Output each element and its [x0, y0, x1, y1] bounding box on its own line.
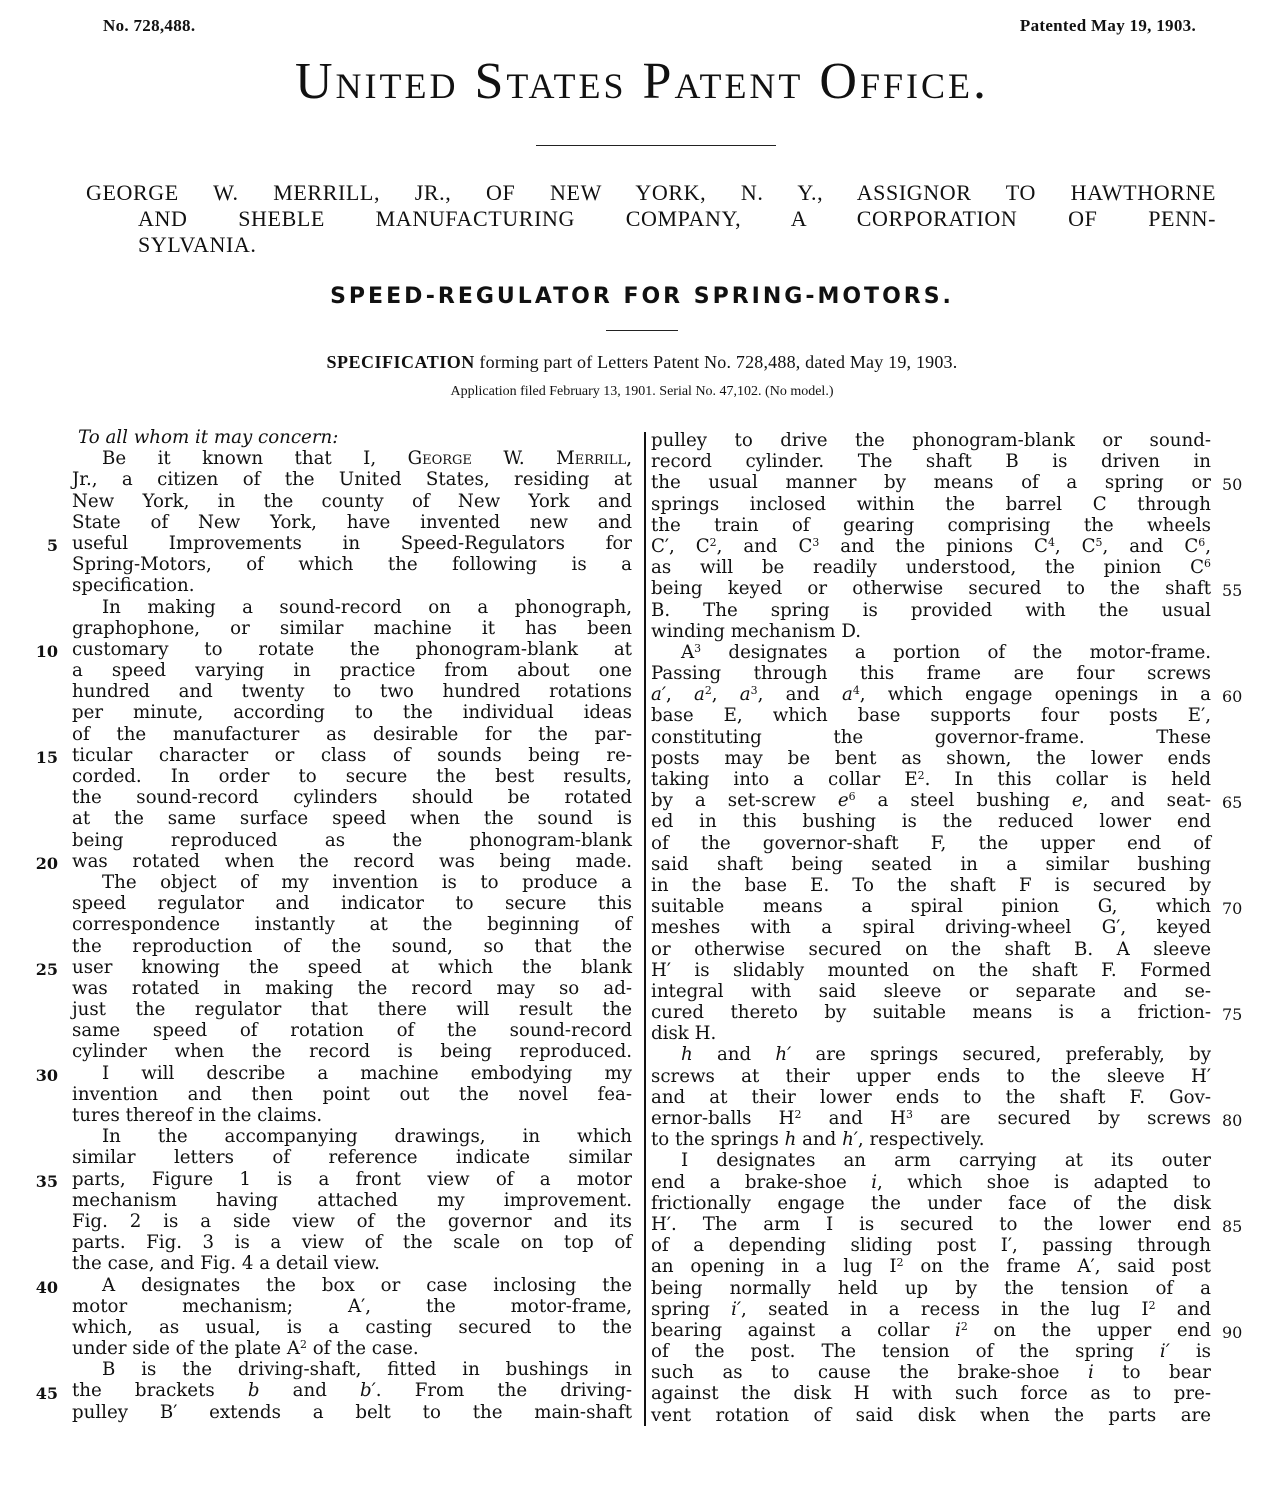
text-line: graphophone, or similar machine it has been: [72, 617, 632, 639]
text-line: said shaft being seated in a similar bushing: [651, 853, 1211, 875]
text-line: cylinder when the record is being reproduced.: [72, 1041, 632, 1063]
text-line: springs inclosed within the barrel C through: [651, 493, 1211, 515]
text-line: spring i′, seated in a recess in the lug $I^2$ and: [651, 1298, 1211, 1320]
superscript: 2: [709, 535, 717, 549]
text-line: being keyed or otherwise secured to the shaft: [651, 578, 1211, 600]
salutation: To all whom it may concern:: [78, 427, 339, 448]
reference-letter: e: [837, 790, 849, 812]
reference-letter: i: [871, 1171, 878, 1193]
text-line: per minute, according to the individual ideas: [72, 702, 632, 724]
text-line: just the regulator that there will result the: [72, 999, 632, 1021]
application-line: Application filed February 13, 1901. Serial No. 47,102. (No model.): [450, 384, 834, 399]
text-line: suitable means a spiral pinion G, which: [651, 896, 1211, 918]
specification-label: SPECIFICATION: [326, 352, 475, 372]
text-line: tures thereof in the claims.: [72, 1105, 323, 1126]
text-line: same speed of rotation of the sound-record: [72, 1020, 632, 1042]
reference-letter: b: [247, 1380, 260, 1402]
text-line: B is the driving-shaft, fitted in bushings in: [102, 1359, 632, 1381]
line-number: 55: [1222, 581, 1243, 601]
text-line: as will be readily understood, the pinion $C^6$: [651, 557, 1211, 579]
line-number: 20: [35, 854, 58, 873]
text-line: and at their lower ends to the shaft F. Gov-: [651, 1086, 1211, 1108]
text-line: New York, in the county of New York and: [72, 490, 632, 512]
inventor-assignor-block: [86, 180, 1216, 258]
text-line: h and h′ are springs secured, preferably, by: [681, 1044, 1211, 1066]
text-line: correspondence instantly at the beginning of: [72, 914, 632, 936]
superscript: 2: [299, 1338, 307, 1352]
line-number: 45: [35, 1384, 58, 1403]
line-number: 70: [1222, 899, 1243, 919]
line-number: 35: [35, 1172, 58, 1191]
text-line: The object of my invention is to produce a: [102, 871, 632, 893]
text-line: hundred and twenty to two hundred rotations: [72, 681, 632, 703]
text-line: of a depending sliding post I′, passing through: [651, 1235, 1211, 1257]
reference-letter: h: [681, 1044, 693, 1066]
line-number: 80: [1222, 1111, 1243, 1131]
reference-letter: i′: [1159, 1341, 1170, 1363]
text-line: of the post. The tension of the spring i′ is: [651, 1341, 1211, 1363]
left-column: [72, 427, 632, 1423]
text-line: specification.: [72, 575, 195, 597]
text-line: parts, Figure 1 is a front view of a motor: [72, 1168, 632, 1190]
text-line: A designates the box or case inclosing the: [102, 1274, 632, 1296]
reference-letter: a: [739, 684, 751, 706]
text-line: Be it known that I, George W. Merrill,: [102, 448, 632, 470]
line-number: 60: [1222, 687, 1243, 707]
superscript: 3: [750, 684, 758, 698]
superscript: 2: [794, 1108, 802, 1121]
text-line: H′ is slidably mounted on the shaft F. Formed: [651, 959, 1211, 981]
text-line: taking into a collar $E^2$. In this collar is held: [651, 769, 1212, 790]
text-line: ed in this bushing is the reduced lower end: [651, 811, 1211, 833]
text-line: such as to cause the brake-shoe i to bear: [651, 1362, 1211, 1384]
text-line: the reproduction of the sound, so that the: [72, 935, 632, 957]
text-line: useful Improvements in Speed-Regulators for: [72, 532, 632, 554]
text-line: ernor-balls $H^2$ and $H^3$ are secured by screws: [651, 1108, 1211, 1129]
line-number: 15: [35, 748, 58, 767]
text-line: cured thereto by suitable means is a friction-: [651, 1002, 1211, 1024]
line-number: 25: [35, 960, 58, 979]
text-line: meshes with a spiral driving-wheel G′, keyed: [651, 917, 1211, 939]
text-line: against the disk H with such force as to pre-: [651, 1383, 1211, 1405]
text-line: the brackets b and b′. From the driving-: [72, 1380, 633, 1402]
text-line: winding mechanism D.: [651, 620, 862, 642]
text-line: disk H.: [651, 1023, 717, 1045]
text-line: in the base E. To the shaft F is secured by: [651, 874, 1211, 896]
text-line: was rotated in making the record may so ad-: [72, 977, 632, 999]
text-line: integral with said sleeve or separate and se-: [651, 980, 1211, 1002]
reference-letter: b′: [360, 1380, 376, 1402]
line-number: 40: [35, 1278, 58, 1297]
text-line: of the manufacturer as desirable for the par-: [72, 723, 632, 745]
text-line: under side of the plate $A^2$ of the case.: [72, 1338, 419, 1360]
line-number: 30: [35, 1066, 58, 1085]
text-line: I will describe a machine embodying my: [102, 1062, 632, 1084]
right-column: [651, 430, 1211, 1426]
superscript: 3: [905, 1108, 913, 1121]
text-line: the train of gearing comprising the wheels: [651, 514, 1211, 536]
specification-text: forming part of Letters Patent No. 728,488, dated May 19, 1903.: [474, 352, 958, 372]
text-line: ticular character or class of sounds being re-: [72, 744, 632, 766]
text-line: or otherwise secured on the shaft B. A sleeve: [651, 938, 1211, 960]
text-line: In the accompanying drawings, in which: [102, 1126, 632, 1148]
reference-letter: a: [842, 684, 853, 706]
text-line: at the same surface speed when the sound is: [72, 808, 632, 830]
inventor-name: George W. Merrill: [407, 448, 627, 470]
patent-number: No. 728,488.: [103, 16, 196, 35]
superscript: 4: [852, 684, 860, 698]
text-line: H′. The arm I is secured to the lower end: [651, 1213, 1211, 1235]
text-line: posts may be bent as shown, the lower ends: [651, 747, 1211, 769]
superscript: 6: [848, 790, 856, 804]
reference-letter: a′: [651, 684, 666, 706]
text-line: State of New York, have invented new and: [72, 511, 632, 533]
text-line: screws at their upper ends to the sleeve H′: [651, 1065, 1211, 1087]
inventor-line: AND SHEBLE MANUFACTURING COMPANY, A CORPORATION OF PENN-: [138, 206, 1216, 231]
divider-rule: [606, 330, 678, 331]
text-line: similar letters of reference indicate similar: [72, 1147, 632, 1169]
text-line: being reproduced as the phonogram-blank: [72, 829, 632, 851]
reference-letter: h′: [842, 1129, 858, 1151]
text-line: frictionally engage the under face of the disk: [651, 1192, 1211, 1214]
text-line: Passing through this frame are four screws: [651, 663, 1211, 685]
reference-letter: i: [954, 1319, 961, 1341]
superscript: 5: [1095, 535, 1103, 549]
superscript: 4: [1047, 535, 1055, 549]
text-line: an opening in a lug $I^2$ on the frame A′, said post: [651, 1256, 1211, 1278]
text-line: base E, which base supports four posts E′,: [651, 705, 1211, 727]
superscript: 2: [960, 1319, 968, 1333]
superscript: 3: [812, 535, 820, 549]
text-line: B. The spring is provided with the usual: [651, 599, 1211, 621]
patent-date: Patented May 19, 1903.: [1019, 16, 1196, 35]
text-line: a′, $a^2$, $a^3$, and $a^4$, which engage openings in a: [651, 684, 1211, 706]
text-line: being normally held up by the tension of a: [651, 1277, 1211, 1299]
text-line: C′, $C^2$, and $C^3$ and the pinions $C^4$, $C^5$, and $C^6$,: [651, 535, 1212, 557]
line-number: 10: [35, 642, 58, 661]
text-line: customary to rotate the phonogram-blank at: [72, 638, 632, 660]
line-number: 5: [46, 536, 58, 555]
superscript: 2: [917, 769, 925, 782]
line-number: 90: [1222, 1323, 1243, 1343]
text-line: corded. In order to secure the best results,: [72, 766, 632, 787]
text-line: to the springs h and h′, respectively.: [651, 1129, 985, 1151]
line-number: 75: [1222, 1005, 1243, 1025]
text-line: the sound-record cylinders should be rotated: [72, 787, 632, 809]
text-line: motor mechanism; A′, the motor-frame,: [72, 1295, 632, 1317]
text-line: end a brake-shoe i, which shoe is adapted to: [651, 1171, 1211, 1193]
invention-title: SPEED-REGULATOR FOR SPRING-MOTORS.: [330, 284, 954, 309]
superscript: 3: [694, 641, 702, 655]
text-line: the usual manner by means of a spring or: [651, 472, 1211, 494]
text-line: record cylinder. The shaft B is driven in: [651, 451, 1211, 473]
text-line: constituting the governor-frame. These: [651, 726, 1211, 748]
superscript: 6: [1204, 557, 1211, 571]
divider-rule: [536, 145, 776, 146]
text-line: pulley B′ extends a belt to the main-shaft: [72, 1401, 632, 1423]
reference-letter: e: [1071, 790, 1083, 812]
text-line: $A^3$ designates a portion of the motor-frame.: [681, 641, 1211, 663]
text-line: was rotated when the record was being made.: [72, 850, 632, 872]
text-line: a speed varying in practice from about one: [72, 660, 632, 682]
superscript: 2: [1148, 1298, 1156, 1312]
text-line: invention and then point out the novel fea-: [72, 1083, 632, 1105]
inventor-line: GEORGE W. MERRILL, JR., OF NEW YORK, N. Y., ASSIGNOR TO HAWTHORNE: [86, 180, 1216, 205]
text-line: Fig. 2 is a side view of the governor and its: [72, 1210, 632, 1232]
reference-letter: i′: [731, 1298, 742, 1320]
superscript: 2: [896, 1256, 904, 1270]
text-line: parts. Fig. 3 is a view of the scale on top of: [72, 1232, 632, 1254]
text-line: of the governor-shaft F, the upper end of: [651, 832, 1211, 854]
text-line: mechanism having attached my improvement.: [72, 1189, 632, 1211]
text-line: speed regulator and indicator to secure this: [72, 893, 632, 915]
column-divider: [644, 432, 646, 1426]
text-line: by a set-screw $e^6$ a steel bushing e, and seat-: [651, 790, 1212, 812]
line-number: 85: [1222, 1217, 1243, 1237]
line-number: 65: [1222, 793, 1243, 813]
reference-letter: h: [784, 1129, 797, 1151]
superscript: 2: [704, 684, 712, 698]
reference-letter: h′: [775, 1044, 792, 1066]
inventor-line: SYLVANIA.: [138, 232, 257, 257]
office-title: United States Patent Office.: [294, 53, 990, 110]
text-line: vent rotation of said disk when the parts are: [651, 1404, 1211, 1426]
text-line: which, as usual, is a casting secured to the: [72, 1316, 632, 1338]
text-line: pulley to drive the phonogram-blank or sound-: [651, 430, 1211, 451]
text-line: Spring-Motors, of which the following is a: [72, 554, 632, 576]
reference-letter: i: [1087, 1362, 1094, 1384]
reference-letter: a: [693, 684, 705, 706]
superscript: 6: [1198, 535, 1206, 549]
text-line: In making a sound-record on a phonograph,: [102, 596, 632, 618]
specification-line: [0, 352, 1284, 373]
text-line: bearing against a collar $i^2$ on the upper end: [651, 1319, 1211, 1341]
text-line: Jr., a citizen of the United States, residing at: [72, 469, 632, 491]
line-number: 50: [1222, 475, 1243, 495]
text-line: user knowing the speed at which the blank: [72, 956, 632, 978]
text-line: the case, and Fig. 4 a detail view.: [72, 1253, 380, 1275]
text-line: I designates an arm carrying at its outer: [681, 1150, 1211, 1172]
